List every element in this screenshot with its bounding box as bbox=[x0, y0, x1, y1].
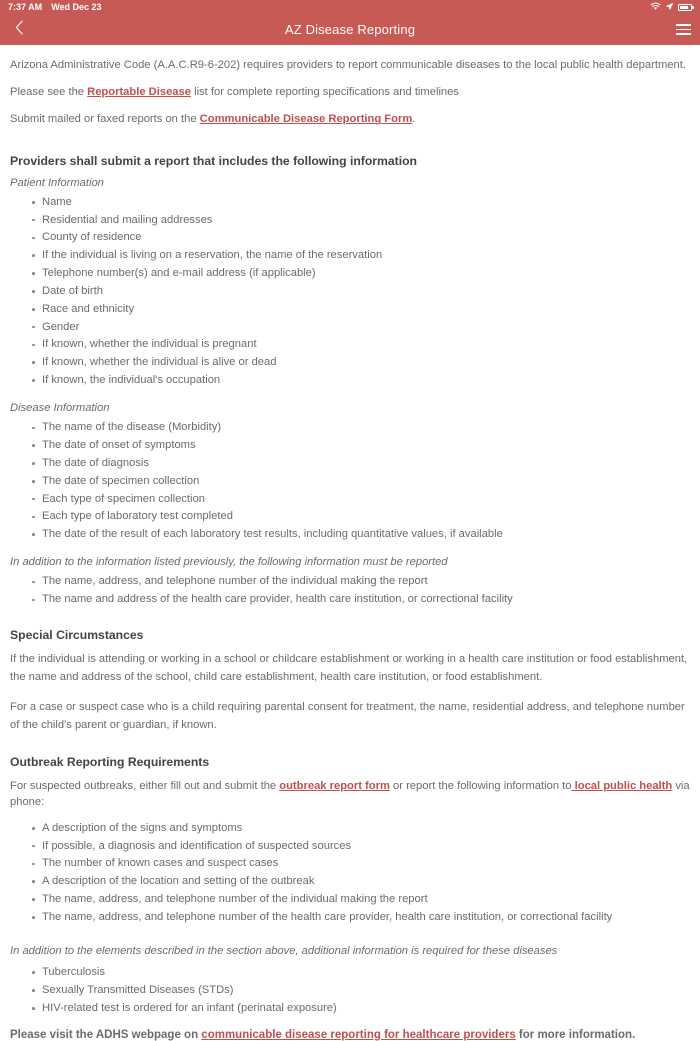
status-bar bbox=[0, 0, 700, 14]
status-date: Wed Dec 23 bbox=[51, 2, 102, 12]
patient-information-subheading: Patient Information bbox=[10, 176, 104, 189]
battery-icon bbox=[678, 4, 692, 11]
list-item: If possible, a diagnosis and identification of suspected sources bbox=[10, 839, 690, 854]
list-item: The name of the disease (Morbidity) bbox=[10, 420, 690, 435]
intro-paragraph-1: Arizona Administrative Code (A.A.C.R9-6-202) requires providers to report communicable diseases to the local public health department. bbox=[10, 59, 686, 71]
list-item: If known, whether the individual is alive or dead bbox=[10, 355, 690, 370]
list-item: County of residence bbox=[10, 230, 690, 245]
location-arrow-icon bbox=[665, 2, 674, 13]
list-item: Date of birth bbox=[10, 284, 690, 299]
list-item: Telephone number(s) and e-mail address (if applicable) bbox=[10, 266, 690, 281]
disease-information-list bbox=[10, 420, 690, 542]
patient-information-list bbox=[10, 195, 690, 389]
list-item: Each type of specimen collection bbox=[10, 492, 690, 507]
wifi-icon bbox=[650, 2, 661, 13]
list-item: The date of onset of symptoms bbox=[10, 438, 690, 453]
list-item: HIV-related test is ordered for an infant (perinatal exposure) bbox=[10, 1001, 690, 1016]
list-item: The name, address, and telephone number of the individual making the report bbox=[10, 574, 690, 589]
communicable-disease-reporting-healthcare-providers-link[interactable]: communicable disease reporting for healthcare providers bbox=[201, 1028, 516, 1041]
status-bar-right bbox=[650, 2, 692, 13]
reportable-disease-link[interactable]: Reportable Disease bbox=[87, 86, 191, 99]
outbreak-report-form-link[interactable]: outbreak report form bbox=[279, 780, 390, 793]
footer-before: Please visit the ADHS webpage on bbox=[10, 1028, 202, 1041]
app-bar bbox=[0, 14, 700, 45]
providers-section-heading: Providers shall submit a report that includes the following information bbox=[10, 153, 417, 168]
intro-p3-before: Submit mailed or faxed reports on the bbox=[10, 113, 200, 126]
intro-paragraph-3 bbox=[10, 111, 690, 127]
back-chevron-icon bbox=[15, 20, 24, 40]
list-item: The number of known cases and suspect cases bbox=[10, 856, 690, 871]
page-title: AZ Disease Reporting bbox=[284, 22, 416, 37]
additional-diseases-note: In addition to the elements described in the section above, additional information is required for these diseases bbox=[10, 945, 558, 958]
special-circumstances-paragraph-2: For a case or suspect case who is a child requiring parental consent for treatment, the name, residential address, and telephone number of the child's parent or guardian, if known. bbox=[10, 700, 685, 731]
list-item: A description of the location and setting of the outbreak bbox=[10, 874, 690, 889]
hamburger-menu-icon[interactable] bbox=[666, 14, 700, 45]
outbreak-requirements-list bbox=[10, 821, 690, 925]
additional-diseases-list bbox=[10, 965, 690, 1016]
list-item: Race and ethnicity bbox=[10, 302, 690, 317]
list-item: The date of specimen collection bbox=[10, 474, 690, 489]
list-item: Residential and mailing addresses bbox=[10, 213, 690, 228]
outbreak-intro-after: via phone: bbox=[10, 780, 690, 809]
list-item: The name, address, and telephone number of the health care provider, health care institution, or correctional facility bbox=[10, 910, 690, 925]
outbreak-intro-middle: or report the following information to bbox=[389, 780, 572, 793]
footer-after: for more information. bbox=[515, 1028, 636, 1041]
back-button[interactable] bbox=[0, 14, 38, 45]
additional-information-subheading: In addition to the information listed previously, the following information must be reported bbox=[10, 556, 448, 569]
list-item: The name and address of the health care provider, health care institution, or correctional facility bbox=[10, 592, 690, 607]
footer-paragraph bbox=[10, 1029, 690, 1041]
list-item: If known, whether the individual is pregnant bbox=[10, 337, 690, 352]
list-item: The date of the result of each laboratory test results, including quantitative values, if available bbox=[10, 527, 690, 542]
page-content bbox=[0, 45, 700, 1041]
communicable-disease-reporting-form-link[interactable]: Communicable Disease Reporting Form bbox=[199, 113, 413, 126]
special-circumstances-paragraph-1: If the individual is attending or working in a school or childcare establishment or working in a health care institution or food establishment, the name and address of the school, child care establishment, health care institution, or food establishment. bbox=[10, 653, 688, 684]
outbreak-intro-paragraph bbox=[10, 778, 690, 810]
special-circumstances-heading: Special Circumstances bbox=[10, 628, 144, 643]
additional-information-list bbox=[10, 574, 690, 607]
outbreak-reporting-heading: Outbreak Reporting Requirements bbox=[10, 755, 210, 770]
local-public-health-link[interactable]: local public health bbox=[571, 780, 673, 793]
status-bar-left bbox=[8, 2, 102, 12]
list-item: If the individual is living on a reservation, the name of the reservation bbox=[10, 248, 690, 263]
list-item: Name bbox=[10, 195, 690, 210]
list-item: A description of the signs and symptoms bbox=[10, 821, 690, 836]
intro-p2-before: Please see the bbox=[10, 86, 88, 99]
status-time: 7:37 AM bbox=[8, 2, 43, 12]
list-item: If known, the individual's occupation bbox=[10, 373, 690, 388]
intro-p3-after: . bbox=[412, 113, 416, 126]
intro-p2-after: list for complete reporting specifications and timelines bbox=[190, 86, 459, 99]
disease-information-subheading: Disease Information bbox=[10, 402, 110, 415]
list-item: The date of diagnosis bbox=[10, 456, 690, 471]
list-item: The name, address, and telephone number of the individual making the report bbox=[10, 892, 690, 907]
list-item: Tuberculosis bbox=[10, 965, 690, 980]
outbreak-intro-before: For suspected outbreaks, either fill out and submit the bbox=[10, 780, 280, 793]
list-item: Sexually Transmitted Diseases (STDs) bbox=[10, 983, 690, 998]
intro-paragraph-2 bbox=[10, 84, 690, 100]
list-item: Gender bbox=[10, 320, 690, 335]
list-item: Each type of laboratory test completed bbox=[10, 509, 690, 524]
